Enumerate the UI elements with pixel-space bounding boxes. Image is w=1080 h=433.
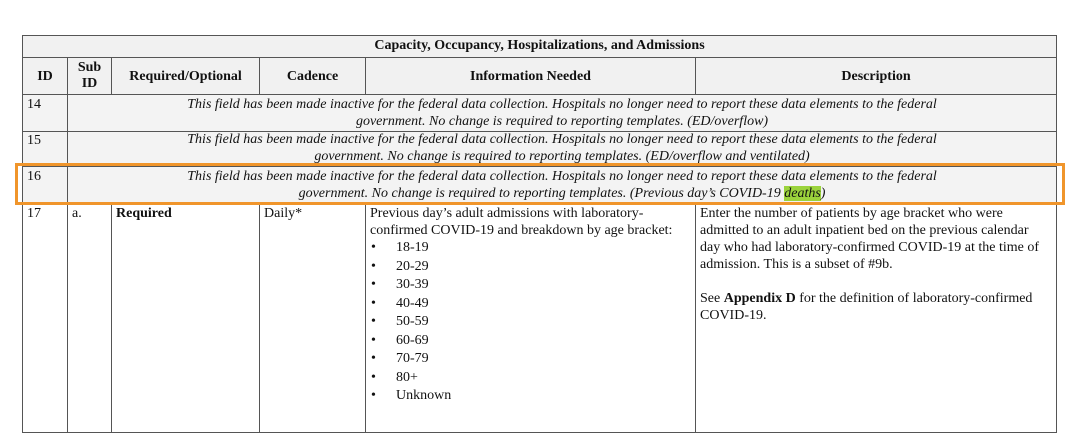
row-id: 15 <box>23 132 68 167</box>
appendix-reference: Appendix D <box>723 291 796 306</box>
list-item: • 70-79 <box>370 350 691 369</box>
row-description <box>696 204 1057 433</box>
description-text: See <box>700 291 724 306</box>
header-information-needed: Information Needed <box>366 58 696 95</box>
note-line: government. No change is required to reporting templates. (ED/overflow) <box>355 114 769 129</box>
note-line <box>72 185 1052 202</box>
list-item: • 60-69 <box>370 332 691 351</box>
note-line: government. No change is required to reporting templates. (ED/overflow and ventilated) <box>314 149 810 164</box>
inactive-note <box>68 167 1057 204</box>
description-text: for the definition of laboratory-confirmed COVID-19. <box>700 291 1033 323</box>
list-item: • 30-39 <box>370 276 691 295</box>
row-id: 14 <box>23 95 68 132</box>
header-sub-id: Sub ID <box>68 58 112 95</box>
list-item: • 20-29 <box>370 258 691 277</box>
inactive-note <box>68 95 1057 132</box>
table-caption: Capacity, Occupancy, Hospitalizations, and Admissions <box>23 36 1057 58</box>
note-line: This field has been made inactive for the federal data collection. Hospitals no longer need to report these data elements to the federal <box>187 97 937 112</box>
table-row-16 <box>23 167 1057 204</box>
list-item: • Unknown <box>370 387 691 406</box>
header-id: ID <box>23 58 68 95</box>
row-sub-id: a. <box>68 204 112 433</box>
note-text: government. No change is required to reporting templates. (Previous day’s COVID-19 <box>298 186 785 201</box>
header-row <box>23 58 1057 95</box>
description-paragraph <box>700 290 1052 324</box>
table-row-14 <box>23 95 1057 132</box>
table-row-17 <box>23 204 1057 433</box>
inactive-note <box>68 132 1057 167</box>
requirements-table <box>22 35 1057 433</box>
row-information-needed <box>366 204 696 433</box>
header-cadence: Cadence <box>260 58 366 95</box>
table-row-15 <box>23 132 1057 167</box>
note-text: ) <box>820 186 826 201</box>
list-item: • 50-59 <box>370 313 691 332</box>
note-line: This field has been made inactive for the federal data collection. Hospitals no longer need to report these data elements to the federal <box>187 169 937 184</box>
row-id: 16 <box>23 167 68 204</box>
list-item: • 80+ <box>370 369 691 388</box>
note-line: This field has been made inactive for the federal data collection. Hospitals no longer need to report these data elements to the federal <box>187 132 937 147</box>
description-paragraph: Enter the number of patients by age bracket who were admitted to an adult inpatient bed on the previous calendar day who had laboratory-confirmed COVID-19 at the time of admission. This is a subset of #9b. <box>700 206 1040 272</box>
row-required: Required <box>112 204 260 433</box>
row-id: 17 <box>23 204 68 433</box>
info-text: Previous day’s adult admissions with laboratory-confirmed COVID-19 and breakdown by age bracket: <box>370 206 673 238</box>
row-cadence: Daily* <box>260 204 366 433</box>
header-description: Description <box>696 58 1057 95</box>
list-item: • 40-49 <box>370 295 691 314</box>
highlighted-word: deaths <box>784 186 821 201</box>
header-required-optional: Required/Optional <box>112 58 260 95</box>
list-item: • 18-19 <box>370 239 691 258</box>
age-bracket-list <box>370 239 691 406</box>
